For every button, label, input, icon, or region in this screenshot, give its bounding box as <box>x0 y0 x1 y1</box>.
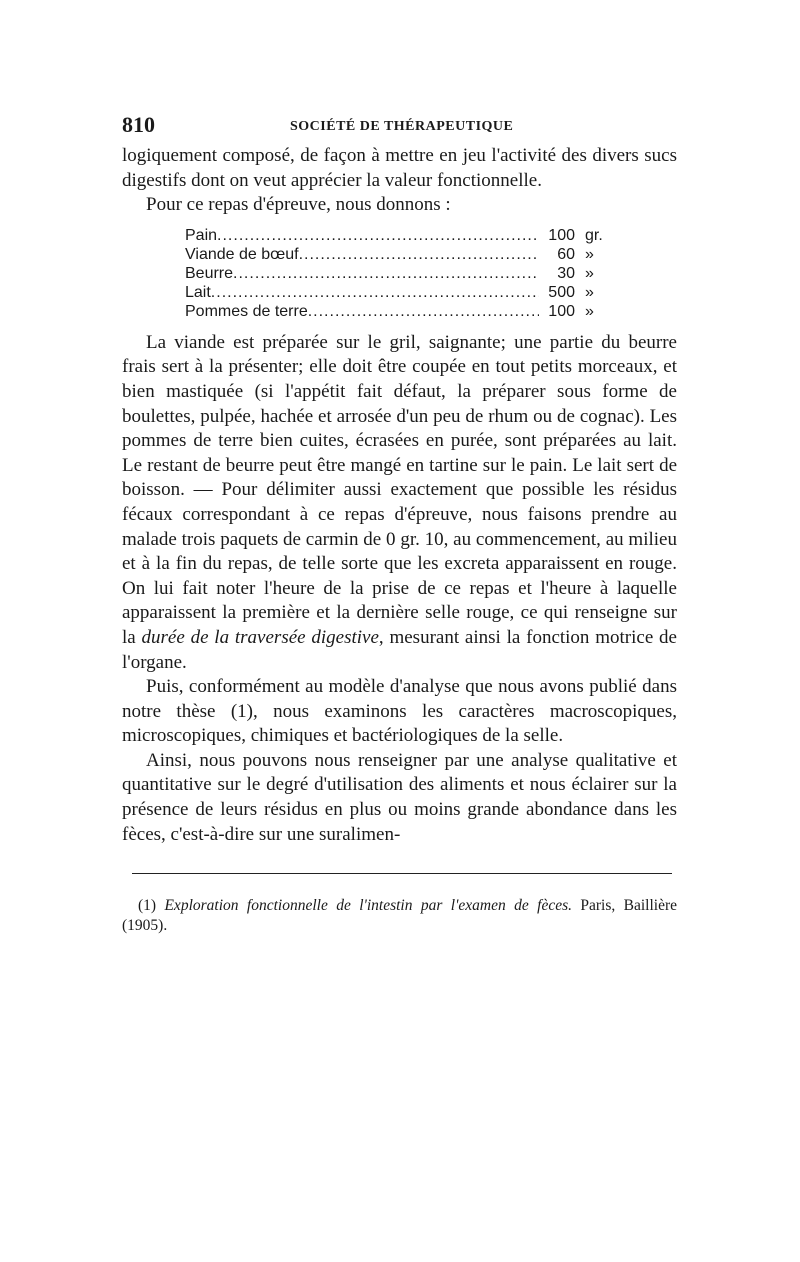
menu-intro: Pour ce repas d'épreuve, nous donnons : <box>146 194 451 216</box>
menu-item <box>185 245 625 264</box>
dot-leader <box>299 245 539 264</box>
footnote-rule <box>132 873 672 874</box>
menu-item-name: Viande de bœuf <box>185 245 299 263</box>
running-title: SOCIÉTÉ DE THÉRAPEUTIQUE <box>290 119 514 134</box>
menu-item-quantity: 100 <box>548 226 575 244</box>
menu-item-quantity: 100 <box>548 302 575 320</box>
dot-leader <box>211 283 539 302</box>
menu-item-quantity: 500 <box>548 283 575 301</box>
paragraph-analysis: Puis, conformément au modèle d'analyse que nous avons publié dans notre thèse (1), nous examinons les caractères macroscopiques, microscopiques, chimiques et bactériologiques de la selle. <box>122 676 677 747</box>
menu-item-quantity: 30 <box>557 264 575 282</box>
intro-paragraph: logiquement composé, de façon à mettre en jeu l'activité des divers sucs digestifs dont on veut apprécier la valeur fonctionnelle. <box>122 145 677 191</box>
page-header <box>122 112 677 144</box>
menu-item-unit: » <box>585 264 594 282</box>
paragraph-text: La viande est préparée sur le gril, saignante; une partie du beurre frais sert à la présenter; elle doit être coupée en tout petits morceaux, et bien mastiquée (si l'appétit fait défaut, la préparer sous forme de boulettes, pulpée, hachée et arrosée d'un peu de rhum ou de cognac). Les pommes de terre bien cuites, écrasées en purée, sont préparées au lait. Le restant de beurre peut être mangé en tartine sur le pain. Le lait sert de boisson. — Pour délimiter aussi exactement que possible les résidus fécaux correspondant à ce repas d'épreuve, nous faisons prendre au malade trois paquets de carmin de 0 gr. 10, au commencement, au milieu et à la fin du repas, de telle sorte que les excreta apparaissent en rouge. On lui fait noter l'heure de la prise de ce repas et l'heure à laquelle apparaissent la première et la dernière selle rouge, ce qui renseigne sur la <box>122 331 677 648</box>
menu-item-unit: gr. <box>585 226 603 244</box>
menu-item-name: Pommes de terre <box>185 302 308 320</box>
menu-list <box>185 226 625 321</box>
paragraph-conclusion: Ainsi, nous pouvons nous renseigner par une analyse qualitative et quantitative sur le degré d'utilisation des aliments et nous éclairer sur la présence de leurs résidus en plus ou moins grande abondance dans les fèces, c'est-à-dire sur une suralimen- <box>122 749 677 845</box>
menu-item-name: Pain <box>185 226 218 244</box>
paragraph-preparation <box>122 331 677 675</box>
menu-item-name: Lait <box>185 283 211 301</box>
page <box>122 112 677 936</box>
footnote <box>122 896 677 936</box>
dot-leader <box>308 302 539 321</box>
menu-item-unit: » <box>585 302 594 320</box>
footnote-title: Exploration fonctionnelle de l'intestin par l'examen de fèces. <box>164 897 572 915</box>
page-number: 810 <box>122 112 155 137</box>
menu-item-quantity: 60 <box>557 245 575 263</box>
menu-item <box>185 302 625 321</box>
footnote-source: Paris, Baillière (1905). <box>122 897 678 935</box>
menu-item-unit: » <box>585 283 594 301</box>
dot-leader <box>217 226 539 245</box>
dot-leader <box>233 264 539 283</box>
menu-item-name: Beurre <box>185 264 234 282</box>
menu-item <box>185 264 625 283</box>
emphasis-text: durée de la traversée digestive <box>141 626 379 648</box>
menu-item <box>185 226 625 245</box>
menu-item <box>185 283 625 302</box>
menu-item-unit: » <box>585 245 594 263</box>
footnote-marker: (1) <box>138 897 165 915</box>
paragraph-text-end: , mesurant ainsi la fonction motrice de l'organe. <box>122 626 677 673</box>
